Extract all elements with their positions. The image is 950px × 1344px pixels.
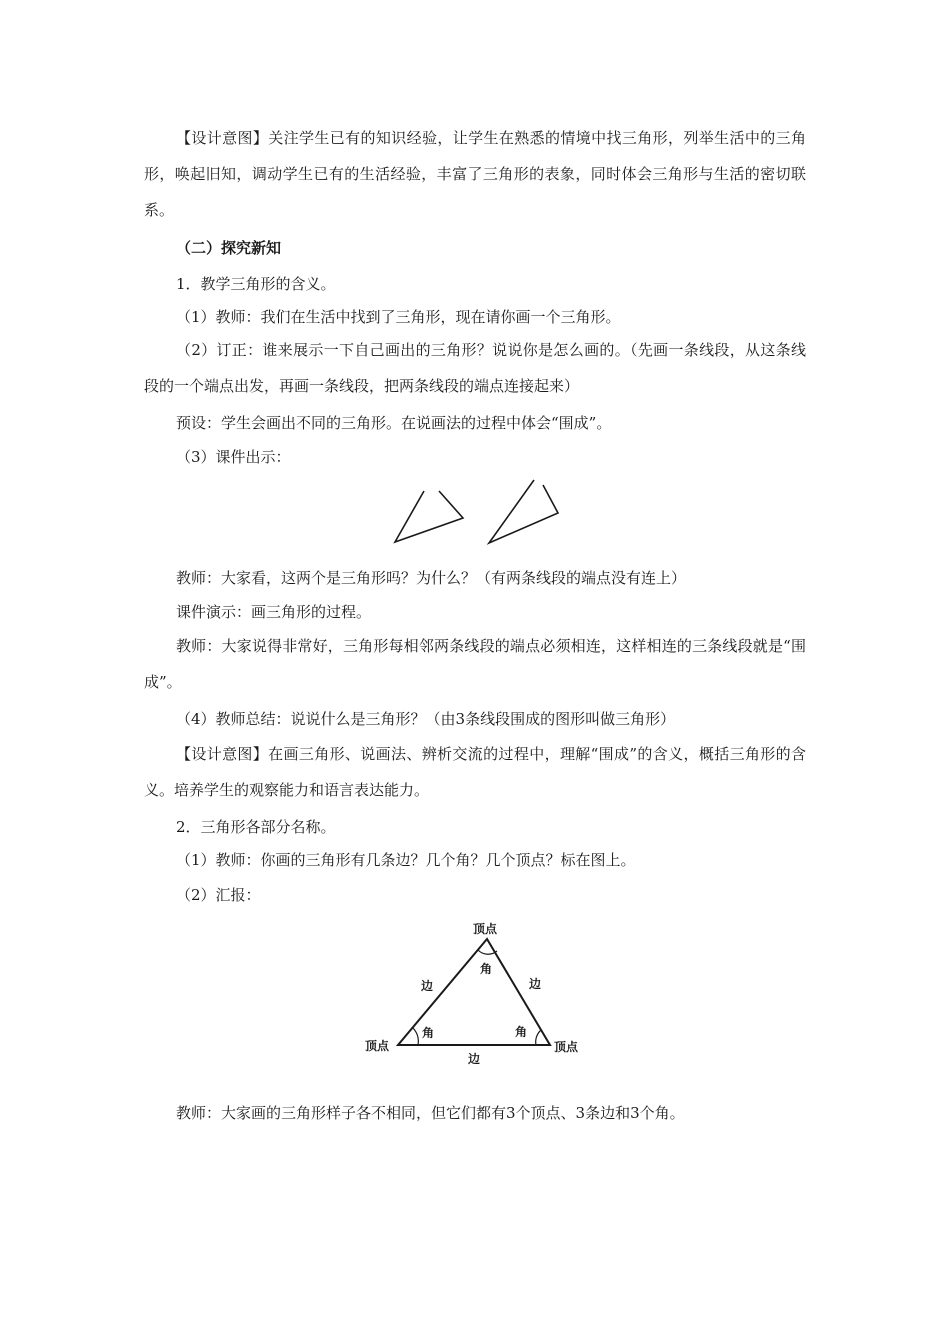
design-intent-paragraph-2: 【设计意图】在画三角形、说画法、辨析交流的过程中，理解“围成”的含义，概括三角形的含义。培养学生的观察能力和语言表达能力。 <box>144 745 806 799</box>
step-report-label: （2）汇报： <box>176 886 261 904</box>
angle-label-top: 角 <box>480 962 493 976</box>
step-3-paragraph: （3）课件出示： <box>176 448 291 466</box>
open-triangle-right <box>489 480 558 543</box>
design-intent-paragraph-1: 【设计意图】关注学生已有的知识经验，让学生在熟悉的情境中找三角形，列举生活中的三角形，唤起旧知，调动学生已有的生活经验，丰富了三角形的表象，同时体会三角形与生活的密切联系。 <box>144 129 806 219</box>
vertex-label-right: 顶点 <box>554 1040 579 1054</box>
side-label-right: 边 <box>529 977 542 991</box>
teacher-explain-paragraph: 教师：大家说得非常好，三角形每相邻两条线段的端点必须相连，这样相连的三条线段就是“围成”。 <box>144 637 806 691</box>
step-1-paragraph: （1）教师：我们在生活中找到了三角形，现在请你画一个三角形。 <box>176 308 621 326</box>
side-label-bottom: 边 <box>468 1052 481 1066</box>
vertex-label-left: 顶点 <box>365 1039 390 1053</box>
vertex-label-top: 顶点 <box>473 922 498 936</box>
demo-paragraph: 课件演示：画三角形的过程。 <box>176 603 372 621</box>
item-2-heading: 2．三角形各部分名称。 <box>176 818 336 836</box>
section-heading-explore: （二）探究新知 <box>176 239 282 257</box>
open-triangle-left <box>395 491 463 542</box>
labeled-triangle-svg <box>360 912 590 1072</box>
angle-arc-right <box>536 1030 541 1045</box>
summary-paragraph: （4）教师总结：说说什么是三角形？（由3条线段围成的图形叫做三角形） <box>176 710 676 728</box>
angle-label-right: 角 <box>515 1025 528 1039</box>
step-report-question: （1）教师：你画的三角形有几条边？几个角？几个顶点？标在图上。 <box>176 851 636 869</box>
angle-label-left: 角 <box>422 1026 435 1040</box>
item-1-heading: 1．教学三角形的含义。 <box>176 275 336 293</box>
labeled-triangle-figure <box>360 912 590 1072</box>
conclusion-paragraph: 教师：大家画的三角形样子各不相同，但它们都有3个顶点、3条边和3个角。 <box>176 1104 685 1122</box>
angle-arc-left <box>413 1028 418 1045</box>
open-triangles-figure <box>385 475 570 550</box>
preset-paragraph: 预设：学生会画出不同的三角形。在说画法的过程中体会“围成”。 <box>176 414 612 432</box>
side-label-left: 边 <box>421 979 434 993</box>
open-triangles-svg <box>385 475 570 550</box>
step-2-paragraph: （2）订正：谁来展示一下自己画出的三角形？说说你是怎么画的。（先画一条线段，从这条线段的一个端点出发，再画一条线段，把两条线段的端点连接起来） <box>144 341 806 395</box>
question-paragraph: 教师：大家看，这两个是三角形吗？为什么？（有两条线段的端点没有连上） <box>176 569 687 587</box>
